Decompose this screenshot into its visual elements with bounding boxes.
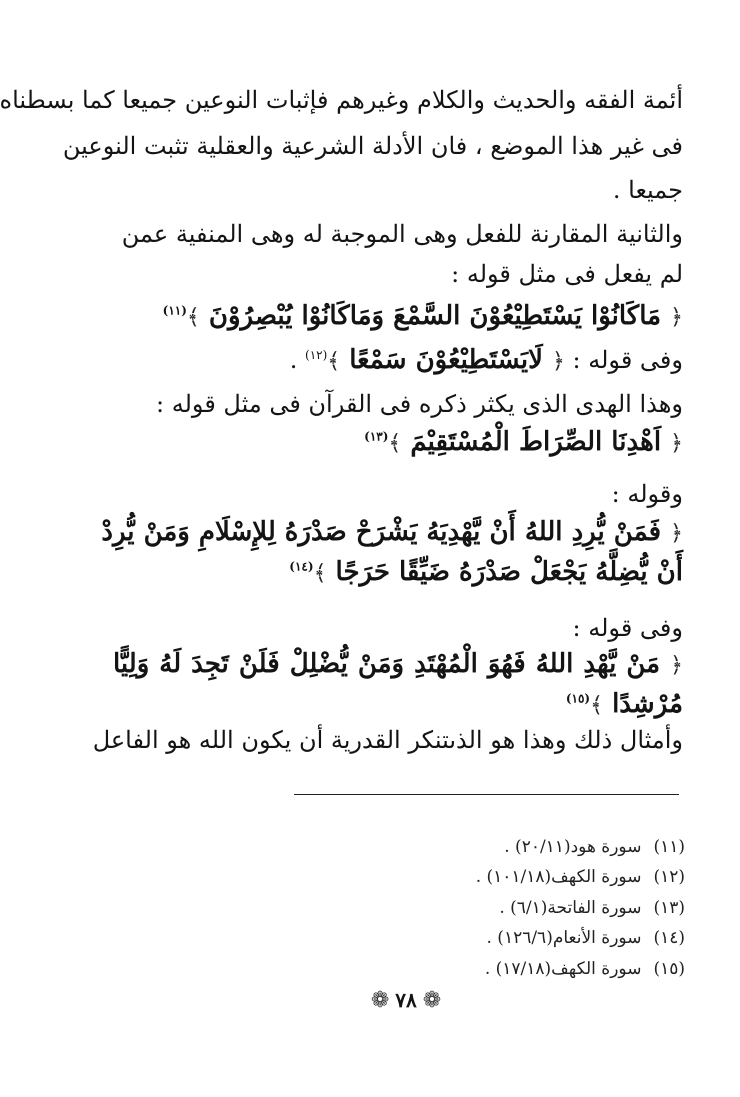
body-line-6: وفى قوله : ﴿ لَايَسْتَطِيْعُوْنَ سَمْعًا ﴾$^{(١٢)}$ .: [289, 345, 683, 375]
body-line-4: والثانية المقارنة للفعل وهى الموجبة له وهى المنفية عمن: [121, 220, 683, 248]
footnote-ref-12: (١٢): [305, 348, 328, 362]
footnote-text: سورة الأنعام(١٢٦/٦) .: [486, 928, 642, 948]
footnote-ref-14: (١٤): [289, 559, 314, 574]
verse-open-ornament: ﴿: [670, 431, 683, 456]
footnote-12: [476, 863, 685, 893]
verse-text: مَنْ يَّهْدِ اللهُ فَهُوَ الْمُهْتَدِ وَمَنْ يُّضْلِلْ فَلَنْ تَجِدَ لَهُ وَلِيًّا: [113, 649, 661, 679]
footnote-ref-13: (١٣): [364, 429, 389, 444]
footnote-number: (١٣): [653, 898, 685, 918]
body-line-2: فى غير هذا الموضع ، فان الأدلة الشرعية والعقلية تثبت النوعين: [62, 132, 683, 160]
verse-text: أَنْ يُّضِلَّهُ يَجْعَلْ صَدْرَهُ ضَيِّقًا حَرَجًا: [335, 557, 683, 587]
footnote-15: [485, 955, 685, 985]
footnote-number: (١٢): [653, 867, 685, 887]
verse-open-ornament: ﴿: [670, 653, 683, 678]
footnote-text: سورة الكهف(١٧/١٨) .: [484, 959, 642, 979]
footnote-ref-15: (١٥): [565, 691, 591, 706]
body-line-7: وهذا الهدى الذى يكثر ذكره فى القرآن فى مثل قوله :: [156, 390, 683, 418]
verse-close-ornament: ﴾: [186, 305, 200, 330]
verse-text: لَايَسْتَطِيْعُوْنَ سَمْعًا: [349, 345, 543, 375]
body-line-3: جميعا .: [612, 176, 683, 204]
page-number-right-ornament: ❁: [422, 988, 442, 1013]
verse-open-ornament: ﴿: [552, 349, 565, 374]
footnote-number: (١١): [653, 837, 685, 857]
footnote-number: (١٤): [653, 928, 685, 948]
footnote-text: سورة هود(٢٠/١١) .: [504, 837, 642, 857]
quran-verse-3: [203, 422, 683, 464]
footnote-number: (١٥): [653, 959, 685, 979]
verse-text: اَهْدِنَا الصِّرَاطَ الْمُسْتَقِيْمَ: [410, 427, 662, 457]
verse-open-ornament: ﴿: [670, 305, 683, 330]
verse-text: مَاكَانُوْا يَسْتَطِيْعُوْنَ السَّمْعَ وَمَاكَانُوْا يُبْصِرُوْنَ: [208, 301, 662, 331]
verse-open-ornament: ﴿: [670, 521, 683, 546]
quran-verse-4-line-2: [113, 552, 683, 594]
footnote-divider: [294, 794, 679, 795]
footnote-14: [486, 924, 685, 954]
verse-text: مُرْشِدًا: [612, 689, 683, 719]
page-number-value: ٧٨: [395, 988, 417, 1012]
body-line-8: وقوله :: [611, 480, 683, 508]
quran-verse-4-line-1: [101, 512, 683, 554]
verse-close-ornament: ﴾: [313, 561, 327, 586]
footnote-text: سورة الكهف(١٠١/١٨) .: [475, 867, 642, 887]
intro-text: وفى قوله :: [572, 346, 683, 374]
page-number-left-ornament: ❁: [370, 988, 390, 1013]
quran-verse-5-line-1: [113, 644, 683, 686]
quran-verse-1: [143, 296, 683, 338]
body-line-10: وأمثال ذلك وهذا هو الذىتنكر القدرية أن يكون الله هو الفاعل: [92, 726, 683, 754]
verse-text: فَمَنْ يُّرِدِ اللهُ أَنْ يَّهْدِيَهُ يَشْرَحْ صَدْرَهُ لِلإِسْلَامِ وَمَنْ يُّرِدْ: [101, 517, 662, 547]
footnote-13: [499, 894, 685, 924]
footnote-11: [504, 833, 685, 863]
footnote-ref-11: (١١): [162, 303, 187, 318]
verse-close-ornament: ﴾: [327, 349, 341, 374]
page-number: [356, 983, 456, 1017]
body-line-5: لم يفعل فى مثل قوله :: [451, 260, 683, 288]
body-line-9: وفى قوله :: [572, 614, 683, 642]
body-line-1: أئمة الفقه والحديث والكلام وغيرهم فإثبات النوعين جميعا كما بسطناه: [0, 86, 683, 114]
verse-close-ornament: ﴾: [590, 693, 603, 718]
footnote-text: سورة الفاتحة(٦/١) .: [499, 898, 642, 918]
verse-close-ornament: ﴾: [388, 431, 402, 456]
